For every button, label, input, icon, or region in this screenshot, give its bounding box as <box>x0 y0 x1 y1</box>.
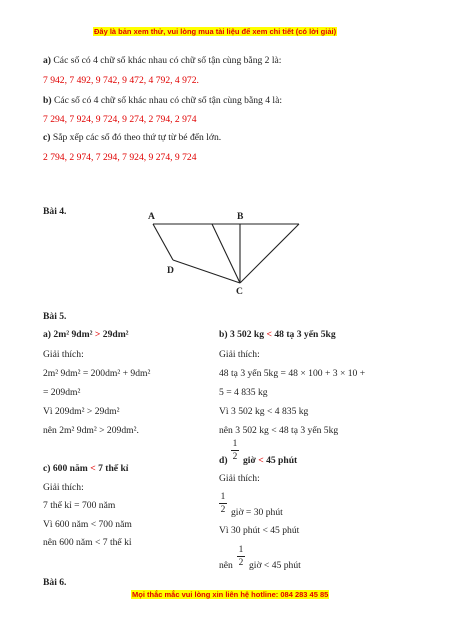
bai5-c-line-3: nên 600 năm < 7 thế kỉ <box>43 537 132 548</box>
bai5-d-line3-fraction <box>237 545 245 568</box>
fraction-denominator: 2 <box>232 452 238 462</box>
bai5-c-label: c) <box>43 463 51 474</box>
bai5-d-line-2: Vì 30 phút < 45 phút <box>219 525 300 536</box>
bai5-a-line-1: 2m² 9dm² = 200dm² + 9dm² <box>43 368 151 379</box>
bai5-a-line-2: = 209dm² <box>43 387 81 398</box>
part-b-answer: 7 294, 7 924, 9 724, 9 274, 2 794, 2 974 <box>43 114 197 125</box>
bai5-a-label: a) <box>43 329 51 340</box>
bai5-b-right: 48 tạ 3 yến 5kg <box>274 329 336 340</box>
part-a-question <box>43 55 281 67</box>
part-b-label: b) <box>43 95 52 106</box>
part-c-answer: 2 794, 2 974, 7 294, 7 924, 9 274, 9 724 <box>43 152 197 163</box>
fraction-denominator: 2 <box>238 558 244 568</box>
label-b: B <box>237 211 244 222</box>
segment-a-d <box>153 224 173 260</box>
bai5-d-line-1: giờ = 30 phút <box>231 507 283 518</box>
segment-inner-c <box>212 224 240 283</box>
part-a-label: a) <box>43 55 51 66</box>
bai5-c-explain: Giải thích: <box>43 482 84 493</box>
bai5-a-sign: > <box>94 329 101 340</box>
bai5-d-heading-rest <box>243 455 297 467</box>
bai5-b-label: b) <box>219 329 228 340</box>
bai5-a-line-4: nên 2m² 9dm² > 209dm². <box>43 425 139 436</box>
bai5-d-label: d) <box>219 455 228 466</box>
fraction-denominator: 2 <box>220 505 226 515</box>
part-a-answer: 7 942, 7 492, 9 742, 9 472, 4 792, 4 972. <box>43 75 199 86</box>
fraction-bar <box>219 503 227 504</box>
bai5-d-left-unit: giờ <box>243 455 256 466</box>
bai5-c-line-2: Vì 600 năm < 700 năm <box>43 519 132 530</box>
fraction-numerator: 1 <box>238 545 244 555</box>
bai5-b-line-2: 5 = 4 835 kg <box>219 387 268 398</box>
bai5-title: Bài 5. <box>43 311 67 322</box>
bai6-title: Bài 6. <box>43 577 67 588</box>
header-preview-banner: Đây là bản xem thử, vui lòng mua tài liệu để xem chi tiết (có lời giải) <box>94 27 337 36</box>
part-c-question <box>43 132 221 144</box>
segment-d-c <box>173 260 240 283</box>
bai4-title: Bài 4. <box>43 206 67 217</box>
part-c-label: c) <box>43 132 51 143</box>
bai4-geometry-figure <box>130 200 310 300</box>
bai5-c-sign: < <box>90 463 96 474</box>
bai5-d-explain: Giải thích: <box>219 473 260 484</box>
bai5-a-right: 29dm² <box>102 329 129 340</box>
label-c: C <box>236 286 243 297</box>
bai5-c-heading <box>43 463 128 475</box>
part-b-question <box>43 95 282 107</box>
bai5-b-explain: Giải thích: <box>219 349 260 360</box>
segment-right-c <box>240 224 299 283</box>
fraction-numerator: 1 <box>232 439 238 449</box>
bai5-b-sign: < <box>266 329 272 340</box>
bai5-d-right: 45 phút <box>266 455 298 466</box>
bai5-d-sign: < <box>258 455 264 466</box>
bai5-d-heading-fraction <box>231 439 239 462</box>
bai5-d-line-3: giờ < 45 phút <box>249 560 301 571</box>
fraction-numerator: 1 <box>220 492 226 502</box>
bai5-d-line-3-prefix: nên <box>219 560 233 571</box>
bai5-a-left: 2m² 9dm² <box>53 329 93 340</box>
bai5-b-line-1: 48 tạ 3 yến 5kg = 48 × 100 + 3 × 10 + <box>219 368 366 379</box>
part-b-question-text: Các số có 4 chữ số khác nhau có chữ số tận cùng bằng 4 là: <box>53 95 282 106</box>
label-a: A <box>148 211 155 222</box>
bai5-b-heading <box>219 329 336 341</box>
fraction-bar <box>231 450 239 451</box>
footer-hotline-banner: Mọi thắc mắc vui lòng xin liên hệ hotline: 084 283 45 85 <box>132 590 329 599</box>
bai5-a-explain: Giải thích: <box>43 349 84 360</box>
fraction-bar <box>237 556 245 557</box>
part-a-question-text: Các số có 4 chữ số khác nhau có chữ số tận cùng bằng 2 là: <box>53 55 282 66</box>
bai5-d-line1-fraction <box>219 492 227 515</box>
bai5-c-left: 600 năm <box>52 463 88 474</box>
bai5-c-line-1: 7 thế kỉ = 700 năm <box>43 500 116 511</box>
bai5-b-left: 3 502 kg <box>229 329 265 340</box>
bai5-b-line-3: Vì 3 502 kg < 4 835 kg <box>219 406 309 417</box>
label-d: D <box>167 265 174 276</box>
bai5-a-line-3: Vì 209dm² > 29dm² <box>43 406 120 417</box>
bai5-a-heading <box>43 329 129 341</box>
bai5-b-line-4: nên 3 502 kg < 48 tạ 3 yến 5kg <box>219 425 339 436</box>
part-c-question-text: Sắp xếp các số đó theo thứ tự từ bé đến lớn. <box>52 132 222 143</box>
bai5-c-right: 7 thế kỉ <box>98 463 129 474</box>
